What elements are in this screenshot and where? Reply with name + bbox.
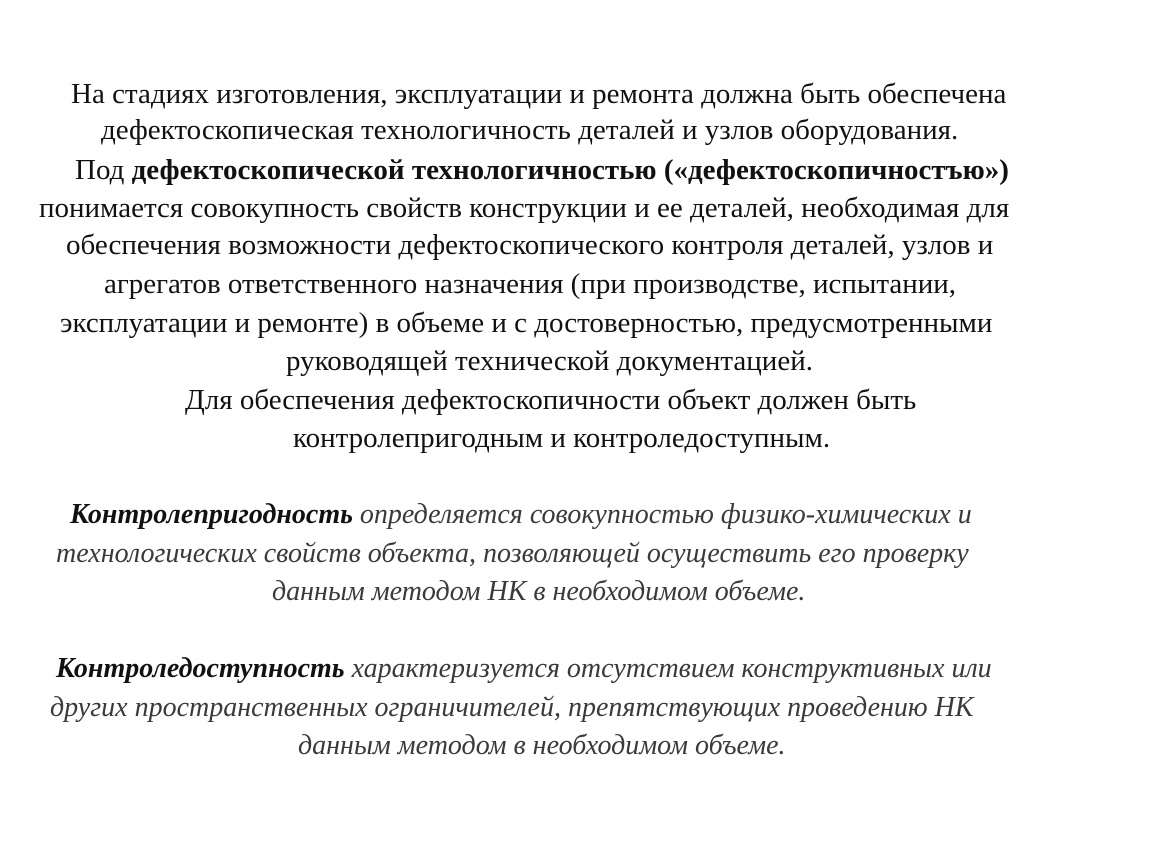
paragraph-2-line-3: обеспечения возможности дефектоскопического контроля деталей, узлов и <box>66 229 994 261</box>
definition-2-line-2: других пространственных ограничителей, препятствующих проведению НК <box>50 692 974 723</box>
paragraph-2-line-4: агрегатов ответственного назначения (при производстве, испытании, <box>104 268 957 300</box>
definition-1-rest: определяется совокупностью физико-химических и <box>352 499 972 530</box>
paragraph-2-line-6: руководящей технической документацией. <box>286 345 813 377</box>
paragraph-1-line-1: На стадиях изготовления, эксплуатации и ремонта должна быть обеспечена <box>71 78 1007 110</box>
paragraph-3-line-1: Для обеспечения дефектоскопичности объект должен быть <box>185 384 917 416</box>
definition-1-line-1 <box>0 497 1150 533</box>
paragraph-1-line-2: дефектоскопическая технологичность деталей и узлов оборудования. <box>101 114 959 146</box>
accessibility-term: Контроледоступность <box>56 653 345 684</box>
paragraph-2-line-1 <box>0 152 1150 188</box>
paragraph-2-prefix: Под <box>75 154 132 186</box>
controllability-term: Контролепригодность <box>70 499 353 530</box>
defect-technology-term: дефектоскопической технологичностью («дефектоскопичностъю») <box>131 154 1009 186</box>
paragraph-2-line-5: эксплуатации и ремонте) в объеме и с достоверностью, предусмотренными <box>60 307 993 339</box>
definition-2-rest: характеризуется отсутствием конструктивных или <box>344 653 992 684</box>
definition-2-line-3: данным методом в необходимом объеме. <box>298 730 786 761</box>
definition-1-line-2: технологических свойств объекта, позволяющей осуществить его проверку <box>56 538 969 569</box>
paragraph-2-line-2: понимается совокупность свойств конструкции и ее деталей, необходимая для <box>39 192 1010 224</box>
definition-2-line-1 <box>0 651 1150 687</box>
definition-1-line-3: данным методом НК в необходимом объеме. <box>272 576 806 607</box>
paragraph-3-line-2: контролепригодным и контроледоступным. <box>293 422 831 454</box>
